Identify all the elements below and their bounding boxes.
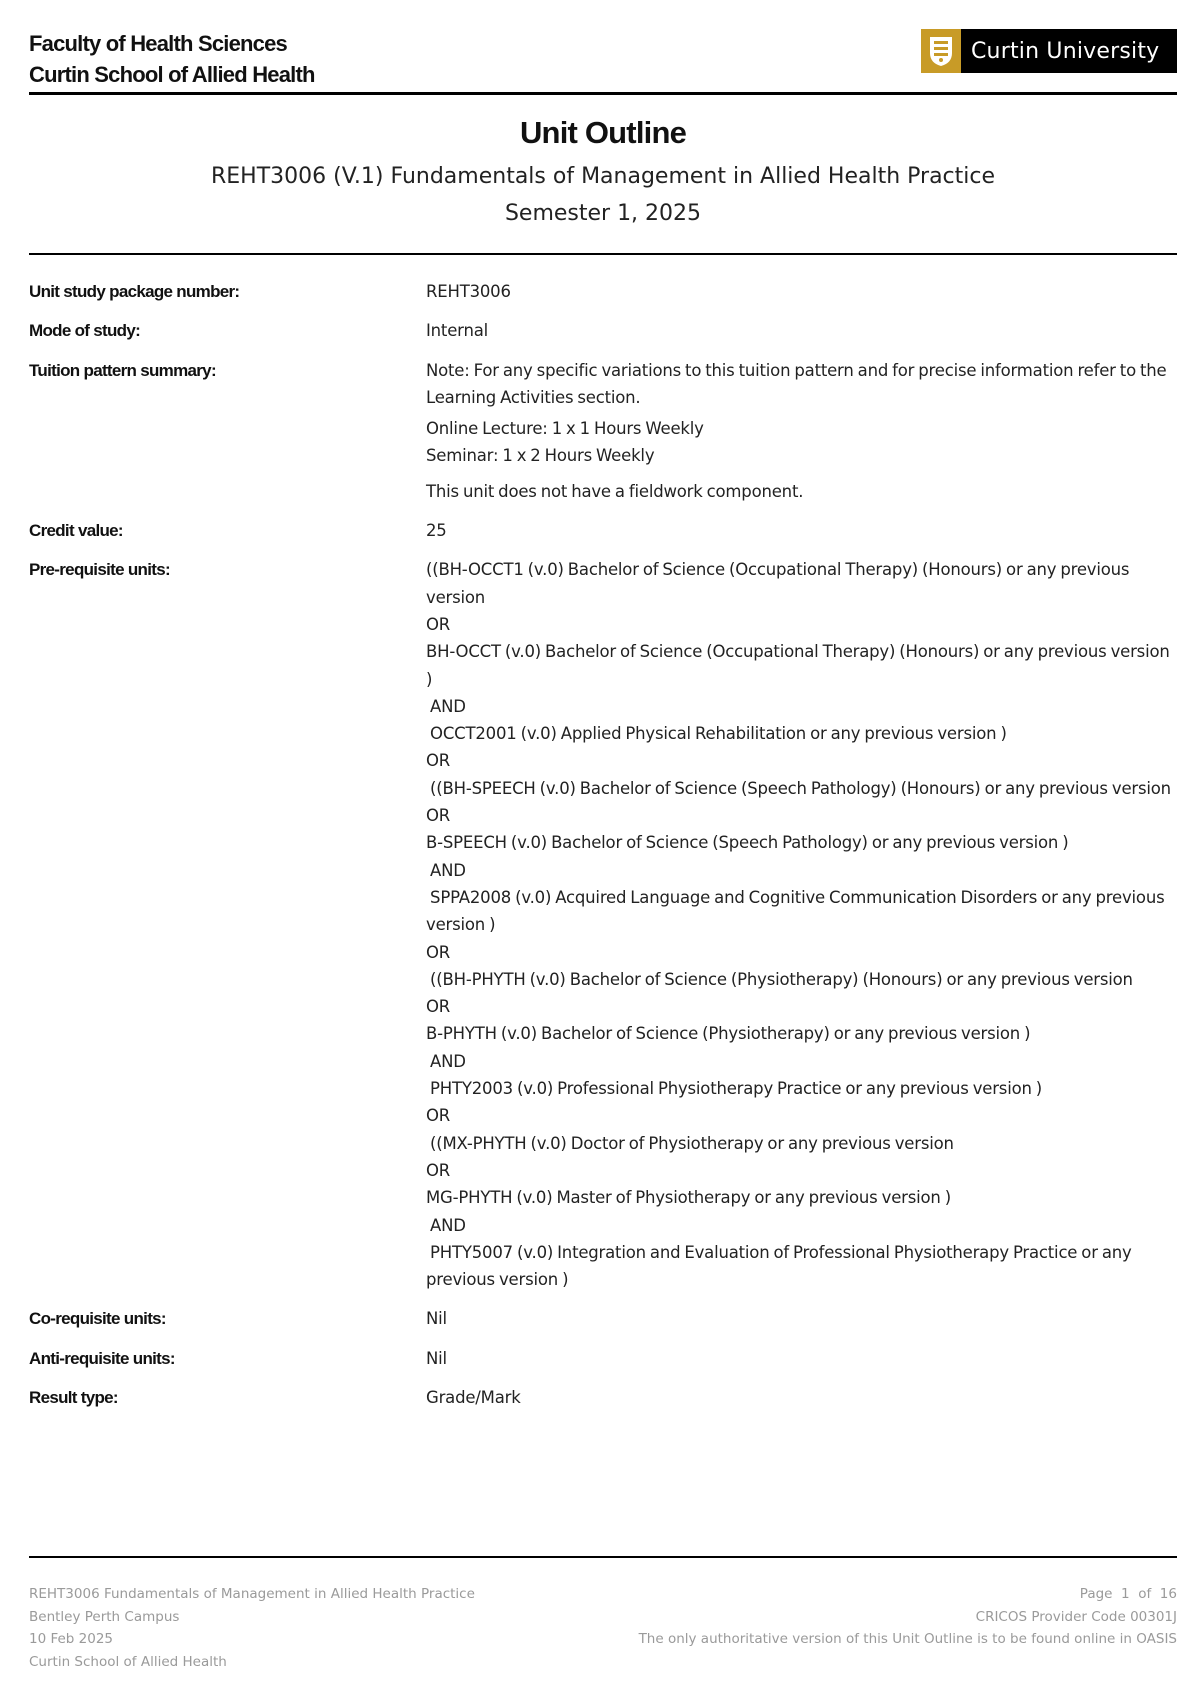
tuition-note: Note: For any specific variations to this tuition pattern and for precise information refer to the Learning Activities section. — [426, 360, 1167, 407]
result-label: Result type: — [29, 1387, 118, 1407]
prereq-line: SPPA2008 (v.0) Acquired Language and Cognitive Communication Disorders or any previous version ) — [426, 887, 1169, 935]
fieldwork-note: This unit does not have a fieldwork component. — [426, 481, 804, 501]
antireq-label: Anti-requisite units: — [29, 1348, 175, 1368]
prereq-line: OCCT2001 (v.0) Applied Physical Rehabilitation or any previous version ) — [426, 724, 1007, 744]
authoritative-note: The only authoritative version of this Unit Outline is to be found online in OASIS — [638, 1631, 1177, 1647]
cricos-code: CRICOS Provider Code 00301J — [975, 1608, 1177, 1625]
tuition-seminar: Seminar: 1 x 2 Hours Weekly — [426, 446, 655, 466]
prereq-line: BH-OCCT (v.0) Bachelor of Science (Occupational Therapy) (Honours) or any previous version ) — [426, 642, 1174, 689]
faculty-heading — [29, 28, 315, 90]
detail-row-coreq — [29, 1305, 1177, 1332]
prereq-list — [426, 556, 1177, 1293]
mode-label: Mode of study: — [29, 321, 141, 341]
mode-value: Internal — [426, 321, 488, 341]
tuition-lecture: Online Lecture: 1 x 1 Hours Weekly — [426, 419, 704, 439]
tuition-value — [426, 357, 1177, 505]
prereq-line: PHTY5007 (v.0) Integration and Evaluation of Professional Physiotherapy Practice or any previous version ) — [426, 1242, 1136, 1290]
footer-date: 10 Feb 2025 — [29, 1631, 114, 1647]
detail-row-tuition — [29, 357, 1177, 505]
title-block — [29, 108, 1177, 232]
footer-campus: Bentley Perth Campus — [29, 1608, 180, 1625]
credit-label: Credit value: — [29, 521, 123, 541]
footer-right — [557, 1583, 1177, 1651]
school-name: Curtin School of Allied Health — [29, 62, 315, 87]
prereq-line: OR — [426, 1106, 451, 1126]
usp-value: REHT3006 — [426, 282, 511, 301]
prereq-line: AND — [426, 1215, 466, 1235]
footer-school: Curtin School of Allied Health — [29, 1653, 227, 1670]
prereq-label: Pre-requisite units: — [29, 560, 170, 580]
footer-divider — [29, 1556, 1177, 1558]
detail-row-prereq — [29, 556, 1177, 1293]
prereq-line: AND — [426, 696, 466, 716]
unit-details — [29, 278, 1177, 1423]
detail-row-mode — [29, 317, 1177, 344]
prereq-line: MG-PHYTH (v.0) Master of Physiotherapy or any previous version ) — [426, 1188, 951, 1208]
faculty-name: Faculty of Health Sciences — [29, 31, 287, 56]
detail-row-credit — [29, 517, 1177, 544]
semester-label: Semester 1, 2025 — [504, 201, 702, 226]
prereq-line: ((BH-PHYTH (v.0) Bachelor of Science (Physiotherapy) (Honours) or any previous version — [426, 969, 1133, 989]
document-title: Unit Outline — [519, 115, 687, 150]
prereq-line: ((MX-PHYTH (v.0) Doctor of Physiotherapy or any previous version — [426, 1133, 954, 1153]
title-divider — [29, 253, 1177, 255]
prereq-line: OR — [426, 806, 451, 826]
footer-unit: REHT3006 Fundamentals of Management in Allied Health Practice — [29, 1586, 475, 1602]
prereq-line: OR — [426, 942, 451, 962]
prereq-line: PHTY2003 (v.0) Professional Physiotherapy Practice or any previous version ) — [426, 1079, 1043, 1099]
unit-subtitle: REHT3006 (V.1) Fundamentals of Management in Allied Health Practice — [210, 164, 996, 189]
header-divider — [29, 92, 1177, 95]
antireq-value: Nil — [426, 1348, 447, 1368]
footer-left — [29, 1583, 629, 1673]
detail-row-result — [29, 1384, 1177, 1411]
detail-row-usp — [29, 278, 1177, 305]
prereq-line: OR — [426, 614, 451, 634]
page-number: Page 1 of 16 — [1079, 1586, 1177, 1602]
prereq-line: OR — [426, 1160, 451, 1180]
credit-value: 25 — [426, 521, 447, 541]
university-crest-icon — [921, 29, 961, 73]
logo-wordmark: Curtin University — [971, 38, 1160, 64]
detail-row-antireq — [29, 1345, 1177, 1372]
coreq-label: Co-requisite units: — [29, 1309, 166, 1329]
prereq-line: B-PHYTH (v.0) Bachelor of Science (Physiotherapy) or any previous version ) — [426, 1024, 1031, 1044]
prereq-line: AND — [426, 860, 466, 880]
prereq-line: ((BH-SPEECH (v.0) Bachelor of Science (Speech Pathology) (Honours) or any previous version — [426, 778, 1171, 798]
tuition-label: Tuition pattern summary: — [29, 360, 216, 380]
curtin-logo — [921, 29, 1177, 73]
prereq-line: OR — [426, 997, 451, 1017]
prereq-line: AND — [426, 1051, 466, 1071]
coreq-value: Nil — [426, 1309, 447, 1329]
prereq-line: ((BH-OCCT1 (v.0) Bachelor of Science (Occupational Therapy) (Honours) or any previous version — [426, 560, 1134, 607]
prereq-line: OR — [426, 751, 451, 771]
page-header — [29, 28, 1177, 94]
prereq-line: B-SPEECH (v.0) Bachelor of Science (Speech Pathology) or any previous version ) — [426, 833, 1069, 853]
usp-label: Unit study package number: — [29, 282, 240, 301]
result-value: Grade/Mark — [426, 1387, 521, 1407]
